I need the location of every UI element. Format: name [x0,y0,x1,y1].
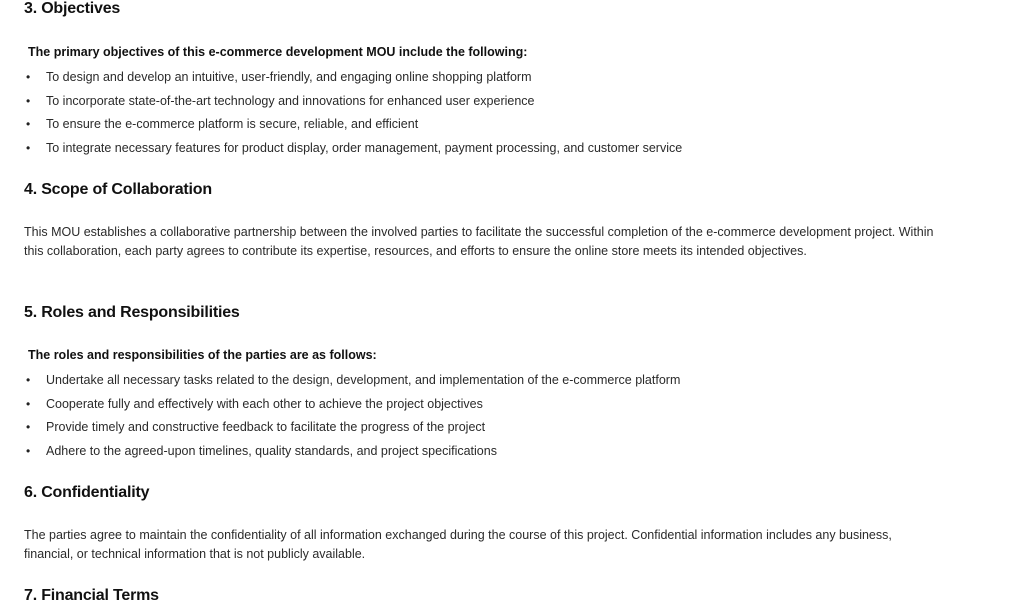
list-item-text: To design and develop an intuitive, user-friendly, and engaging online shopping platform [46,70,532,84]
list-item-text: Adhere to the agreed-upon timelines, quality standards, and project specifications [46,444,497,459]
scope-paragraph: This MOU establishes a collaborative partnership between the involved parties to facilitate the successful completion of the e-commerce development project. Within this collaboration, each party agrees to contribute its expertise, resources, and efforts to ensure the online store meets its intended objectives. [24,225,934,259]
bullet-icon: • [26,420,31,435]
list-item [24,443,680,467]
section-heading-scope: 4. Scope of Collaboration [24,181,212,198]
section-heading-financial-terms: 7. Financial Terms [24,587,159,604]
list-item [24,116,682,140]
section-heading-confidentiality: 6. Confidentiality [24,484,150,501]
bullet-icon: • [26,373,31,387]
roles-list [24,372,680,467]
bullet-icon: • [26,141,31,156]
bullet-icon: • [26,396,31,411]
bullet-icon: • [26,70,31,84]
objectives-list [24,69,682,164]
bullet-icon: • [26,93,31,108]
bullet-icon: • [26,444,31,459]
list-item-text: Provide timely and constructive feedback to facilitate the progress of the project [46,420,486,435]
list-item [24,69,682,93]
bullet-icon: • [26,117,31,132]
list-item [24,140,682,164]
list-item-text: To incorporate state-of-the-art technology and innovations for enhanced user experience [46,93,535,108]
list-item-text: Undertake all necessary tasks related to the design, development, and implementation of the e-commerce platform [46,373,681,387]
section-heading-roles: 5. Roles and Responsibilities [24,304,240,321]
list-item [24,419,680,443]
list-item-text: Cooperate fully and effectively with each other to achieve the project objectives [46,396,483,411]
list-item [24,396,680,420]
list-item-text: To ensure the e-commerce platform is secure, reliable, and efficient [46,117,419,132]
list-item [24,372,680,396]
objectives-intro: The primary objectives of this e-commerce development MOU include the following: [28,45,528,59]
list-item-text: To integrate necessary features for product display, order management, payment processing, and customer service [46,141,683,156]
confidentiality-paragraph: The parties agree to maintain the confidentiality of all information exchanged during the course of this project. Confidential information includes any business, financial, or technical information that is not publicly available. [24,528,892,562]
roles-intro: The roles and responsibilities of the parties are as follows: [28,348,377,362]
section-heading-objectives: 3. Objectives [24,0,121,17]
list-item [24,93,682,117]
